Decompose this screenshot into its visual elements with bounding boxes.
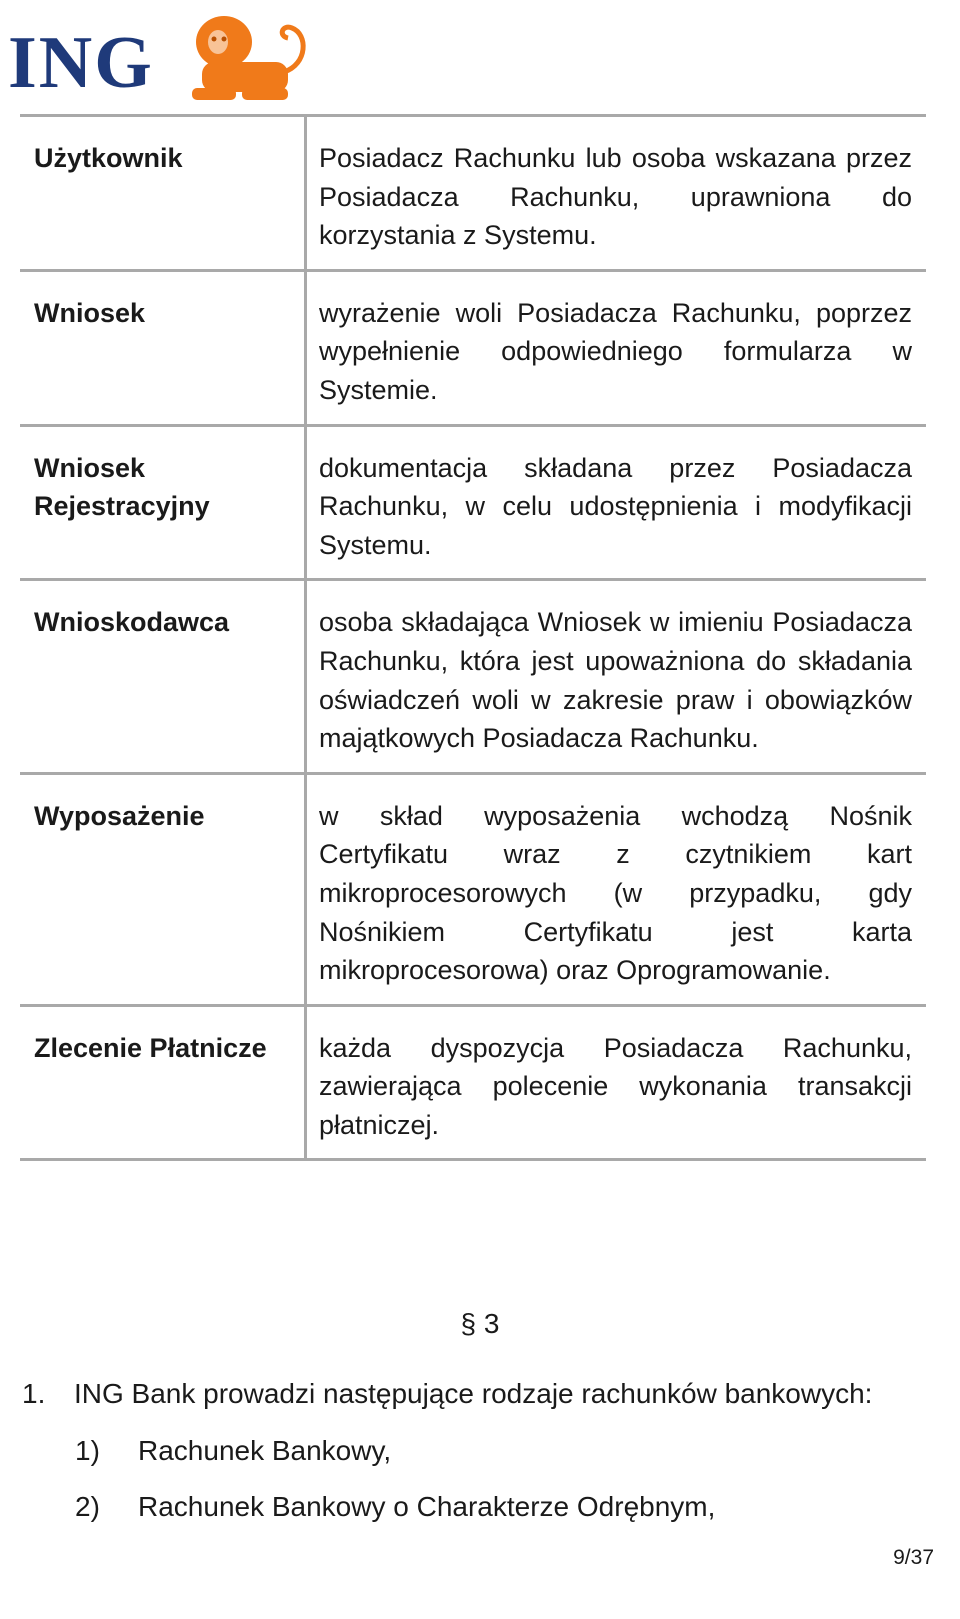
ing-logo [8,12,308,102]
sub-list-item [75,1491,715,1523]
definition-term: Wniosek [20,270,306,425]
definition-row [20,425,926,580]
definition-row [20,116,926,271]
definition-term: Wyposażenie [20,773,306,1005]
definition-text: dokumentacja składana przez Posiadacza Rachunku, w celu udostępnienia i modyfikacji Systemu. [319,452,912,560]
definition-text: każda dyspozycja Posiadacza Rachunku, zawierająca polecenie wykonania transakcji płatniczej. [319,1032,912,1140]
sub-list-item-number: 1) [75,1435,100,1466]
definition-text: osoba składająca Wniosek w imieniu Posiadacza Rachunku, która jest upoważniona do składania oświadczeń woli w zakresie praw i obowiązków majątkowych Posiadacza Rachunku. [319,607,912,754]
definition-row [20,1005,926,1160]
definition-term: Zlecenie Płatnicze [20,1005,306,1160]
sub-list-item-text: Rachunek Bankowy, [138,1435,392,1466]
list-item-text: ING Bank prowadzi następujące rodzaje rachunków bankowych: [74,1378,873,1409]
definition-term: Wnioskodawca [20,580,306,773]
definition-row [20,773,926,1005]
list-item-number: 1. [22,1378,46,1409]
definition-row [20,580,926,773]
page-number: 9/37 [893,1546,934,1569]
definitions-table [20,114,926,1161]
logo-wordmark: ING [8,22,154,104]
list-item [22,1378,872,1410]
sub-list-item [75,1435,391,1467]
lion-icon [184,12,310,104]
definition-term: Użytkownik [20,116,306,271]
definition-row [20,270,926,425]
sub-list-item-number: 2) [75,1491,100,1522]
definition-text: Posiadacz Rachunku lub osoba wskazana przez Posiadacza Rachunku, uprawniona do korzystania z Systemu. [319,143,912,251]
definition-text: w skład wyposażenia wchodzą Nośnik Certyfikatu wraz z czytnikiem kart mikroprocesorowych (w przypadku, gdy Nośnikiem Certyfikatu jest karta mikroprocesorowa) oraz Oprogramowanie. [319,800,912,986]
definition-text: wyrażenie woli Posiadacza Rachunku, poprzez wypełnienie odpowiedniego formularza w Systemie. [319,297,912,405]
sub-list-item-text: Rachunek Bankowy o Charakterze Odrębnym, [138,1491,716,1522]
definition-term: Wniosek Rejestracyjny [20,425,306,580]
section-heading: § 3 [460,1308,500,1339]
